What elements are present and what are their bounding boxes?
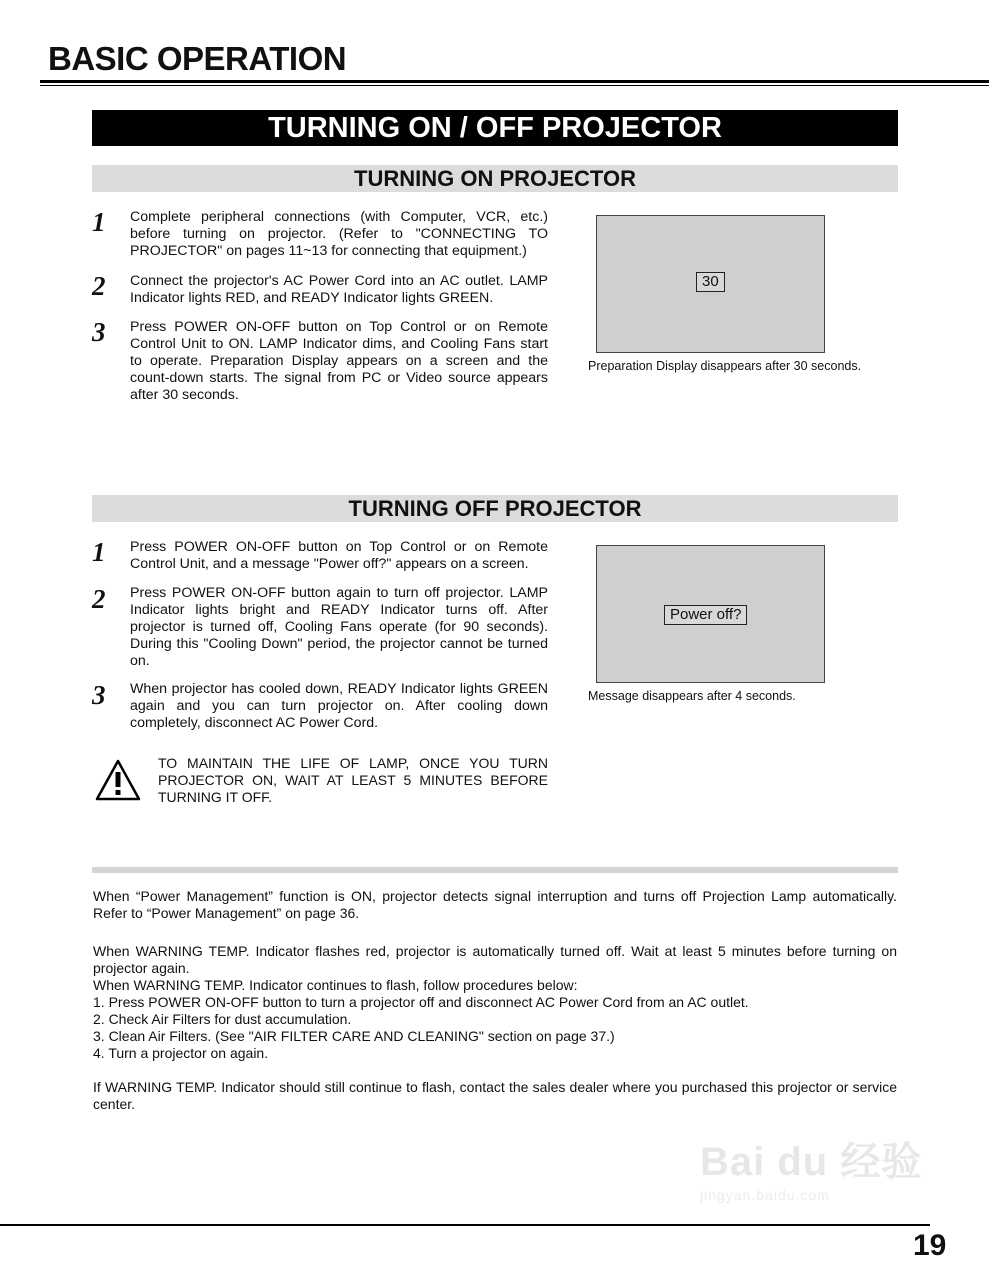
warning-temp-line: When WARNING TEMP. Indicator flashes red, projector is automatically turned off. Wait at least 5 minutes before turning on projector again.: [93, 943, 897, 976]
off-step-2-number: 2: [92, 584, 106, 614]
on-step-1-number: 1: [92, 207, 106, 237]
turning-on-heading: TURNING ON PROJECTOR: [92, 165, 898, 192]
on-step-3-number: 3: [92, 317, 106, 347]
on-step-2-text: Connect the projector's AC Power Cord into an AC outlet. LAMP Indicator lights RED, and READY Indicator lights GREEN.: [130, 273, 548, 306]
watermark-brand: Bai du 经验: [700, 1140, 923, 1184]
on-step-2-number: 2: [92, 271, 106, 301]
power-off-caption: Message disappears after 4 seconds.: [588, 689, 796, 703]
section-divider: [92, 867, 898, 873]
preparation-display-screen: [596, 215, 825, 353]
dealer-text: If WARNING TEMP. Indicator should still continue to flash, contact the sales dealer where you purchased this projector or service center.: [93, 1079, 897, 1112]
turning-off-heading: TURNING OFF PROJECTOR: [92, 495, 898, 522]
footer-rule: [0, 1224, 930, 1226]
countdown-label: 30: [696, 272, 725, 292]
preparation-display-caption: Preparation Display disappears after 30 seconds.: [588, 359, 862, 373]
warning-icon: [95, 758, 141, 802]
header-rule: [40, 80, 989, 83]
warning-temp-note: [93, 943, 897, 1062]
page-section-title: BASIC OPERATION: [48, 40, 347, 77]
on-step-3-text: Press POWER ON-OFF button on Top Control or on Remote Control Unit to ON. LAMP Indicator dims, and Cooling Fans start to operate. Preparation Display appears on a screen and the count-down starts. The signal from PC or Video source appears after 30 seconds.: [130, 319, 548, 403]
off-step-3-text: When projector has cooled down, READY Indicator lights GREEN again and you can turn projector on. After cooling down completely, disconnect AC Power Cord.: [130, 681, 548, 731]
watermark: [700, 1130, 940, 1230]
dealer-note: [93, 1079, 897, 1113]
watermark-url: jingyan.baidu.com: [700, 1187, 830, 1203]
off-step-1-text: Press POWER ON-OFF button on Top Control or on Remote Control Unit, and a message "Power off?" appears on a screen.: [130, 539, 548, 572]
power-management-text: When “Power Management” function is ON, projector detects signal interruption and turns off Projection Lamp automatically. Refer to “Power Management” on page 36.: [93, 888, 897, 921]
warning-temp-line: 1. Press POWER ON-OFF button to turn a projector off and disconnect AC Power Cord from an AC outlet.: [93, 994, 749, 1010]
warning-temp-line: 3. Clean Air Filters. (See "AIR FILTER CARE AND CLEANING" section on page 37.): [93, 1028, 615, 1044]
on-step-1-text: Complete peripheral connections (with Computer, VCR, etc.) before turning on projector. (Refer to "CONNECTING TO PROJECTOR" on pages 11~13 for connecting that equipment.): [130, 209, 548, 259]
page-number: 19: [913, 1229, 947, 1262]
chapter-banner: TURNING ON / OFF PROJECTOR: [92, 110, 898, 146]
off-step-2-text: Press POWER ON-OFF button again to turn off projector. LAMP Indicator lights bright and READY Indicator turns off. After projector is turned off, Cooling Fans operate (for 90 seconds). During this "Cooling Down" period, the projector cannot be turned on.: [130, 585, 548, 669]
lamp-life-warning: TO MAINTAIN THE LIFE OF LAMP, ONCE YOU TURN PROJECTOR ON, WAIT AT LEAST 5 MINUTES BEFORE TURNING IT OFF.: [158, 755, 548, 805]
power-management-note: [93, 888, 897, 922]
warning-temp-line: 4. Turn a projector on again.: [93, 1045, 269, 1061]
power-off-message: Power off?: [664, 605, 747, 625]
off-step-1-number: 1: [92, 537, 106, 567]
warning-temp-line: 2. Check Air Filters for dust accumulation.: [93, 1011, 352, 1027]
power-off-message-screen: [596, 545, 825, 683]
header-rule-thin: [40, 85, 989, 86]
off-step-3-number: 3: [92, 680, 106, 710]
warning-temp-line: When WARNING TEMP. Indicator continues to flash, follow procedures below:: [93, 977, 578, 993]
